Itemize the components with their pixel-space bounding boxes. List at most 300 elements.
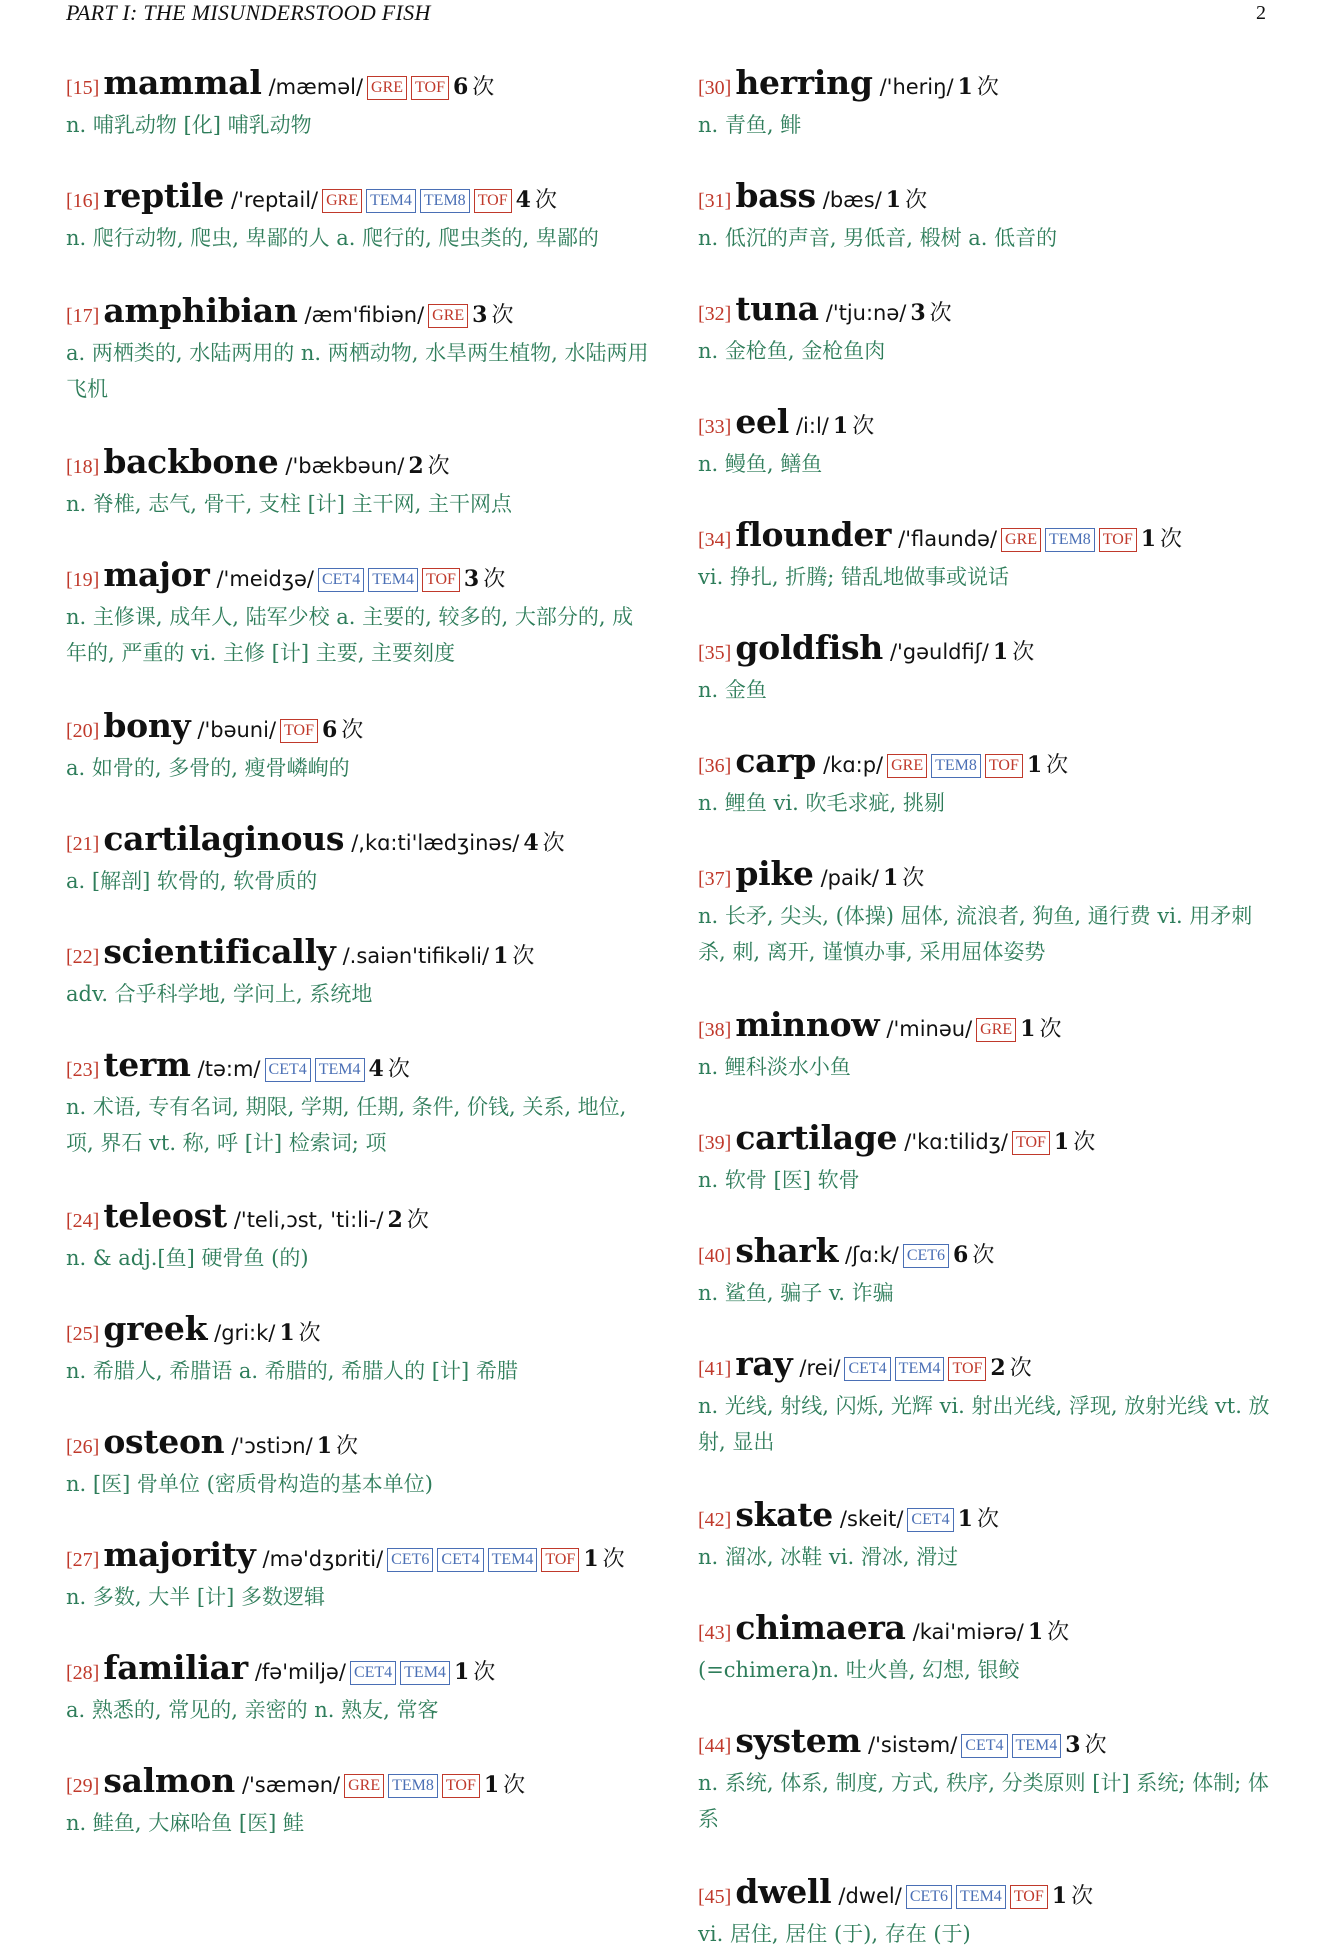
- entry-frequency: [958, 70, 999, 105]
- entry-number: [18]: [66, 456, 100, 478]
- entry-number: [37]: [698, 868, 732, 890]
- vocab-entry: [66, 442, 650, 522]
- entry-headline: [698, 1231, 1272, 1273]
- entry-word: backbone: [103, 442, 279, 481]
- frequency-unit: 次: [472, 75, 495, 100]
- frequency-unit: 次: [1047, 1620, 1070, 1645]
- entry-phonetic: /tə:m/: [197, 1057, 261, 1081]
- vocab-entry: [66, 1045, 650, 1161]
- entry-headline: [66, 1309, 650, 1351]
- exam-tag-badge: GRE: [887, 754, 927, 778]
- entry-headline: [698, 1344, 1272, 1386]
- entry-frequency: [454, 1655, 495, 1690]
- entry-definition: n. 长矛, 尖头, (体操) 屈体, 流浪者, 狗鱼, 通行费 vi. 用矛刺杀, 刺, 离开, 谨慎办事, 采用屈体姿势: [698, 904, 1253, 964]
- entry-frequency: [1027, 748, 1068, 783]
- entry-phonetic: /'meidʒə/: [216, 567, 314, 591]
- entry-number: [36]: [698, 755, 732, 777]
- entry-word: herring: [735, 63, 873, 102]
- entry-number: [45]: [698, 1886, 732, 1908]
- vocab-entry: [698, 289, 1272, 369]
- entry-definition: n. [医] 骨单位 (密质骨构造的基本单位): [66, 1472, 433, 1496]
- entry-word: tuna: [735, 289, 819, 328]
- exam-tag-badge: TOF: [1012, 1131, 1050, 1155]
- entry-word: scientifically: [103, 932, 336, 971]
- entry-phonetic: /fə'miljə/: [254, 1660, 346, 1684]
- entry-number: [16]: [66, 190, 100, 212]
- entry-number: [29]: [66, 1775, 100, 1797]
- entry-frequency: [910, 296, 951, 331]
- exam-tag-badge: CET4: [437, 1548, 483, 1572]
- entry-number: [24]: [66, 1210, 100, 1232]
- entry-headline: [698, 741, 1272, 783]
- entry-phonetic: /'flaundə/: [898, 527, 998, 551]
- exam-tag-badge: TEM4: [895, 1357, 945, 1381]
- entry-word: mammal: [103, 63, 262, 102]
- entry-phonetic: /ʃɑ:k/: [845, 1243, 899, 1267]
- entry-number: [15]: [66, 77, 100, 99]
- entry-number: [30]: [698, 77, 732, 99]
- entry-definition: a. 两栖类的, 水陆两用的 n. 两栖动物, 水旱两生植物, 水陆两用飞机: [66, 341, 649, 401]
- entry-definition: a. [解剖] 软骨的, 软骨质的: [66, 869, 318, 893]
- entry-headline: [698, 176, 1272, 218]
- entry-phonetic: /'minəu/: [886, 1017, 973, 1041]
- entry-phonetic: /.saiən'tifikəli/: [342, 944, 490, 968]
- vocab-entry: [698, 402, 1272, 482]
- frequency-count: 1: [316, 1433, 333, 1459]
- entry-phonetic: /'bəuni/: [197, 718, 277, 742]
- entry-phonetic: /'reptail/: [231, 188, 319, 212]
- frequency-count: 1: [832, 413, 849, 439]
- entry-headline: [698, 628, 1272, 670]
- entry-word: goldfish: [735, 628, 883, 667]
- frequency-count: 4: [523, 830, 539, 856]
- entry-definition: n. 青鱼, 鲱: [698, 113, 802, 137]
- entry-definition: n. 系统, 体系, 制度, 方式, 秩序, 分类原则 [计] 系统; 体制; 体系: [698, 1771, 1269, 1831]
- frequency-unit: 次: [491, 303, 514, 328]
- entry-phonetic: /kai'miərə/: [912, 1620, 1024, 1644]
- entry-number: [32]: [698, 303, 732, 325]
- entry-headline: [66, 442, 650, 484]
- entry-headline: [66, 291, 650, 333]
- exam-tag-badge: CET4: [350, 1661, 396, 1685]
- frequency-count: 3: [463, 566, 480, 592]
- entry-word: eel: [735, 402, 789, 441]
- entry-frequency: [1020, 1012, 1061, 1047]
- entry-frequency: [369, 1052, 410, 1087]
- entry-word: chimaera: [735, 1608, 906, 1647]
- frequency-count: 6: [452, 74, 469, 100]
- vocab-entry: [698, 1872, 1272, 1952]
- entry-definition: n. 鲨鱼, 骗子 v. 诈骗: [698, 1281, 894, 1305]
- vocab-entry: [66, 1761, 650, 1841]
- entry-number: [38]: [698, 1019, 732, 1041]
- entry-frequency: [408, 449, 449, 484]
- exam-tag-badge: CET4: [907, 1508, 953, 1532]
- entry-frequency: [484, 1768, 525, 1803]
- frequency-unit: 次: [512, 944, 535, 969]
- frequency-unit: 次: [852, 414, 875, 439]
- frequency-count: 1: [957, 74, 973, 100]
- entry-definition: n. 鲑鱼, 大麻哈鱼 [医] 鲑: [66, 1811, 304, 1835]
- entry-frequency: [833, 409, 874, 444]
- exam-tag-badge: TEM8: [420, 189, 470, 213]
- frequency-count: 4: [368, 1056, 384, 1082]
- vocab-entry: [66, 1422, 650, 1502]
- entry-phonetic: /gri:k/: [214, 1321, 276, 1345]
- frequency-unit: 次: [387, 1057, 410, 1082]
- vocab-entry: [66, 1535, 650, 1615]
- vocab-entry: [698, 741, 1272, 821]
- frequency-count: 1: [279, 1320, 295, 1346]
- entry-number: [22]: [66, 946, 100, 968]
- entry-phonetic: /'tju:nə/: [825, 301, 907, 325]
- exam-tag-badge: CET6: [906, 1885, 952, 1909]
- exam-tag-badge: TEM4: [315, 1058, 365, 1082]
- entry-headline: [66, 932, 650, 974]
- frequency-unit: 次: [341, 718, 364, 743]
- entry-definition: (=chimera)n. 吐火兽, 幻想, 银鲛: [698, 1658, 1020, 1682]
- entry-frequency: [388, 1203, 429, 1238]
- entry-frequency: [1052, 1879, 1093, 1914]
- exam-tag-badge: TEM4: [956, 1885, 1006, 1909]
- entry-word: majority: [103, 1535, 256, 1574]
- entry-phonetic: /skeit/: [839, 1507, 904, 1531]
- frequency-count: 2: [990, 1355, 1006, 1381]
- exam-tag-badge: GRE: [1001, 528, 1041, 552]
- entry-number: [21]: [66, 833, 100, 855]
- left-column: [66, 63, 650, 1841]
- entry-word: major: [103, 555, 210, 594]
- frequency-count: 1: [882, 865, 899, 891]
- frequency-unit: 次: [483, 567, 506, 592]
- frequency-unit: 次: [929, 301, 952, 326]
- frequency-unit: 次: [542, 831, 565, 856]
- entry-headline: [698, 1608, 1272, 1650]
- entry-word: minnow: [735, 1005, 880, 1044]
- entry-phonetic: /'heriŋ/: [879, 75, 954, 99]
- frequency-count: 1: [1140, 526, 1157, 552]
- entry-headline: [66, 1422, 650, 1464]
- frequency-count: 1: [483, 1772, 500, 1798]
- frequency-unit: 次: [976, 75, 999, 100]
- entry-frequency: [322, 713, 363, 748]
- entry-word: familiar: [103, 1648, 248, 1687]
- frequency-unit: 次: [406, 1208, 429, 1233]
- frequency-unit: 次: [1012, 640, 1035, 665]
- entry-number: [35]: [698, 642, 732, 664]
- frequency-unit: 次: [298, 1321, 321, 1346]
- exam-tag-badge: TOF: [280, 719, 318, 743]
- entry-definition: n. 鳗鱼, 鳝鱼: [698, 452, 823, 476]
- exam-tag-badge: TEM8: [1045, 528, 1095, 552]
- frequency-count: 1: [1051, 1883, 1068, 1909]
- entry-definition: n. 术语, 专有名词, 期限, 学期, 任期, 条件, 价钱, 关系, 地位, 项, 界石 vt. 称, 呼 [计] 检索词; 项: [66, 1095, 627, 1155]
- exam-tag-badge: TEM8: [931, 754, 981, 778]
- frequency-count: 1: [885, 187, 902, 213]
- entry-frequency: [523, 826, 564, 861]
- exam-tag-badge: TEM4: [368, 568, 418, 592]
- frequency-count: 1: [1026, 752, 1043, 778]
- exam-tag-badge: TOF: [948, 1357, 986, 1381]
- frequency-unit: 次: [336, 1434, 359, 1459]
- frequency-count: 1: [1053, 1129, 1070, 1155]
- exam-tag-badge: GRE: [322, 189, 362, 213]
- entry-frequency: [1054, 1125, 1095, 1160]
- entry-word: cartilage: [735, 1118, 898, 1157]
- vocab-entry: [66, 63, 650, 143]
- frequency-unit: 次: [1160, 527, 1183, 552]
- entry-headline: [66, 555, 650, 597]
- frequency-count: 6: [321, 717, 338, 743]
- frequency-unit: 次: [427, 454, 450, 479]
- entry-frequency: [317, 1429, 358, 1464]
- frequency-unit: 次: [503, 1773, 526, 1798]
- frequency-count: 4: [515, 187, 531, 213]
- entry-number: [28]: [66, 1662, 100, 1684]
- entry-number: [39]: [698, 1132, 732, 1154]
- entry-phonetic: /mæməl/: [268, 75, 364, 99]
- entry-word: shark: [735, 1231, 839, 1270]
- entry-frequency: [1065, 1728, 1106, 1763]
- entry-number: [20]: [66, 720, 100, 742]
- vocab-entry: [698, 1231, 1272, 1311]
- exam-tag-badge: TOF: [1010, 1885, 1048, 1909]
- frequency-unit: 次: [1046, 753, 1069, 778]
- vocab-entry: [66, 819, 650, 899]
- entry-frequency: [493, 939, 534, 974]
- entry-word: term: [103, 1045, 191, 1084]
- frequency-count: 1: [583, 1546, 599, 1572]
- entry-phonetic: /'bækbəun/: [285, 454, 405, 478]
- exam-tag-badge: GRE: [367, 76, 407, 100]
- entry-frequency: [464, 562, 505, 597]
- entry-frequency: [958, 1502, 999, 1537]
- entry-headline: [698, 854, 1272, 896]
- vocab-entry: [66, 1648, 650, 1728]
- page-number: 2: [1256, 2, 1266, 24]
- entry-phonetic: /i:l/: [795, 414, 829, 438]
- entry-headline: [698, 1118, 1272, 1160]
- entry-number: [27]: [66, 1549, 100, 1571]
- entry-frequency: [883, 861, 924, 896]
- vocab-entry: [698, 1344, 1272, 1460]
- exam-tag-badge: CET6: [387, 1548, 433, 1572]
- entry-word: salmon: [103, 1761, 235, 1800]
- entry-frequency: [993, 635, 1034, 670]
- entry-number: [42]: [698, 1509, 732, 1531]
- entry-word: teleost: [103, 1196, 227, 1235]
- frequency-unit: 次: [902, 866, 925, 891]
- entry-word: dwell: [735, 1872, 832, 1911]
- entry-definition: n. 哺乳动物 [化] 哺乳动物: [66, 113, 312, 137]
- exam-tag-badge: TEM4: [1012, 1734, 1062, 1758]
- entry-frequency: [472, 298, 513, 333]
- entry-definition: vi. 居住, 居住 (于), 存在 (于): [698, 1922, 971, 1946]
- exam-tag-badge: GRE: [976, 1018, 1016, 1042]
- entry-number: [33]: [698, 416, 732, 438]
- entry-headline: [66, 1535, 650, 1577]
- exam-tag-badge: TOF: [541, 1548, 579, 1572]
- entry-headline: [698, 1721, 1272, 1763]
- entry-word: flounder: [735, 515, 892, 554]
- entry-definition: n. 溜冰, 冰鞋 vi. 滑冰, 滑过: [698, 1545, 959, 1569]
- frequency-count: 1: [1020, 1016, 1036, 1042]
- vocab-entry: [698, 1721, 1272, 1837]
- vocab-entry: [66, 555, 650, 671]
- entry-word: cartilaginous: [103, 819, 345, 858]
- exam-tag-badge: CET6: [903, 1244, 949, 1268]
- vocab-entry: [698, 515, 1272, 595]
- entry-word: carp: [735, 741, 817, 780]
- vocab-entry: [66, 706, 650, 786]
- frequency-count: 3: [910, 300, 926, 326]
- vocab-entry: [698, 1495, 1272, 1575]
- entry-word: greek: [103, 1309, 208, 1348]
- entry-frequency: [516, 183, 557, 218]
- entry-definition: n. 低沉的声音, 男低音, 椴树 a. 低音的: [698, 226, 1058, 250]
- entry-definition: adv. 合乎科学地, 学问上, 系统地: [66, 982, 373, 1006]
- frequency-count: 6: [953, 1242, 969, 1268]
- entry-number: [44]: [698, 1735, 732, 1757]
- exam-tag-badge: TOF: [411, 76, 449, 100]
- entry-headline: [66, 819, 650, 861]
- page-header-title: PART I: THE MISUNDERSTOOD FISH: [66, 0, 431, 25]
- exam-tag-badge: TOF: [422, 568, 460, 592]
- entry-headline: [698, 63, 1272, 105]
- entry-phonetic: /bæs/: [822, 188, 882, 212]
- entry-headline: [698, 515, 1272, 557]
- exam-tag-badge: TEM4: [400, 1661, 450, 1685]
- frequency-unit: 次: [1009, 1356, 1032, 1381]
- exam-tag-badge: TOF: [1099, 528, 1137, 552]
- entry-word: bass: [735, 176, 816, 215]
- entry-definition: a. 熟悉的, 常见的, 亲密的 n. 熟友, 常客: [66, 1698, 439, 1722]
- frequency-count: 3: [472, 302, 488, 328]
- entry-frequency: [453, 70, 494, 105]
- entry-phonetic: /mə'dʒɒriti/: [262, 1547, 384, 1571]
- vocab-entry: [698, 1118, 1272, 1198]
- entry-definition: n. 光线, 射线, 闪烁, 光辉 vi. 射出光线, 浮现, 放射光线 vt. 放射, 显出: [698, 1394, 1270, 1454]
- entry-headline: [66, 1761, 650, 1803]
- entry-number: [19]: [66, 569, 100, 591]
- frequency-unit: 次: [1084, 1733, 1107, 1758]
- entry-definition: n. 鲤鱼 vi. 吹毛求疵, 挑剔: [698, 791, 945, 815]
- entry-word: osteon: [103, 1422, 225, 1461]
- entry-phonetic: /'ɔstiɔn/: [231, 1434, 313, 1458]
- vocab-entry: [698, 628, 1272, 708]
- frequency-unit: 次: [1073, 1130, 1096, 1155]
- entry-phonetic: /'teli,ɔst, 'ti:li-/: [233, 1208, 384, 1232]
- entry-number: [41]: [698, 1358, 732, 1380]
- exam-tag-badge: CET4: [318, 568, 364, 592]
- entry-headline: [698, 1495, 1272, 1537]
- vocab-entry: [698, 854, 1272, 970]
- entry-phonetic: /'sæmən/: [241, 1773, 341, 1797]
- frequency-unit: 次: [905, 188, 928, 213]
- exam-tag-badge: TEM4: [366, 189, 416, 213]
- entry-word: system: [735, 1721, 862, 1760]
- entry-headline: [66, 63, 650, 105]
- vocab-entry: [698, 176, 1272, 256]
- entry-phonetic: /paik/: [820, 866, 879, 890]
- entry-definition: vi. 挣扎, 折腾; 错乱地做事或说话: [698, 565, 1010, 589]
- entry-headline: [66, 1045, 650, 1087]
- frequency-count: 1: [453, 1659, 470, 1685]
- exam-tag-badge: CET4: [961, 1734, 1007, 1758]
- entry-word: reptile: [103, 176, 224, 215]
- frequency-count: 1: [957, 1506, 973, 1532]
- entry-word: bony: [103, 706, 191, 745]
- exam-tag-badge: CET4: [265, 1058, 311, 1082]
- entry-definition: n. 希腊人, 希腊语 a. 希腊的, 希腊人的 [计] 希腊: [66, 1359, 518, 1383]
- entry-number: [26]: [66, 1436, 100, 1458]
- entry-headline: [66, 1196, 650, 1238]
- entry-frequency: [886, 183, 927, 218]
- entry-phonetic: /rei/: [799, 1356, 841, 1380]
- entry-number: [31]: [698, 190, 732, 212]
- entry-frequency: [583, 1542, 624, 1577]
- entry-number: [23]: [66, 1059, 100, 1081]
- frequency-count: 1: [1027, 1619, 1044, 1645]
- exam-tag-badge: CET4: [844, 1357, 890, 1381]
- exam-tag-badge: TOF: [985, 754, 1023, 778]
- vocab-entry: [66, 932, 650, 1012]
- frequency-unit: 次: [602, 1547, 625, 1572]
- entry-definition: n. 爬行动物, 爬虫, 卑鄙的人 a. 爬行的, 爬虫类的, 卑鄙的: [66, 226, 599, 250]
- vocab-entry: [698, 63, 1272, 143]
- entry-definition: n. 金枪鱼, 金枪鱼肉: [698, 339, 886, 363]
- frequency-unit: 次: [534, 188, 557, 213]
- entry-phonetic: /,kɑ:ti'lædʒinəs/: [351, 831, 520, 855]
- entry-definition: a. 如骨的, 多骨的, 瘦骨嶙峋的: [66, 756, 350, 780]
- exam-tag-badge: GRE: [344, 1774, 384, 1798]
- right-column: [698, 63, 1272, 1952]
- vocab-entry: [66, 1309, 650, 1389]
- vocab-entry: [698, 1608, 1272, 1688]
- entry-definition: n. 多数, 大半 [计] 多数逻辑: [66, 1585, 325, 1609]
- frequency-unit: 次: [976, 1507, 999, 1532]
- vocab-entry: [66, 1196, 650, 1276]
- entry-definition: n. 金鱼: [698, 678, 767, 702]
- entry-number: [17]: [66, 305, 100, 327]
- entry-word: ray: [735, 1344, 793, 1383]
- entry-word: amphibian: [103, 291, 298, 330]
- entry-headline: [698, 1872, 1272, 1914]
- entry-phonetic: /dwel/: [838, 1884, 902, 1908]
- frequency-unit: 次: [972, 1243, 995, 1268]
- entry-number: [43]: [698, 1622, 732, 1644]
- frequency-count: 2: [387, 1207, 403, 1233]
- entry-frequency: [953, 1238, 994, 1273]
- frequency-unit: 次: [1071, 1884, 1094, 1909]
- exam-tag-badge: TEM4: [488, 1548, 538, 1572]
- entry-headline: [66, 1648, 650, 1690]
- entry-phonetic: /'kɑ:tilidʒ/: [904, 1130, 1008, 1154]
- entry-definition: n. 鲤科淡水小鱼: [698, 1055, 851, 1079]
- frequency-count: 1: [493, 943, 509, 969]
- entry-word: pike: [735, 854, 814, 893]
- entry-definition: n. 主修课, 成年人, 陆军少校 a. 主要的, 较多的, 大部分的, 成年的, 严重的 vi. 主修 [计] 主要, 主要刻度: [66, 605, 634, 665]
- entry-phonetic: /æm'fibiən/: [304, 303, 425, 327]
- entry-phonetic: /kɑ:p/: [823, 753, 884, 777]
- frequency-unit: 次: [473, 1660, 496, 1685]
- exam-tag-badge: TOF: [442, 1774, 480, 1798]
- entry-frequency: [990, 1351, 1031, 1386]
- frequency-count: 1: [992, 639, 1009, 665]
- entry-number: [34]: [698, 529, 732, 551]
- entry-frequency: [1141, 522, 1182, 557]
- frequency-unit: 次: [1039, 1017, 1062, 1042]
